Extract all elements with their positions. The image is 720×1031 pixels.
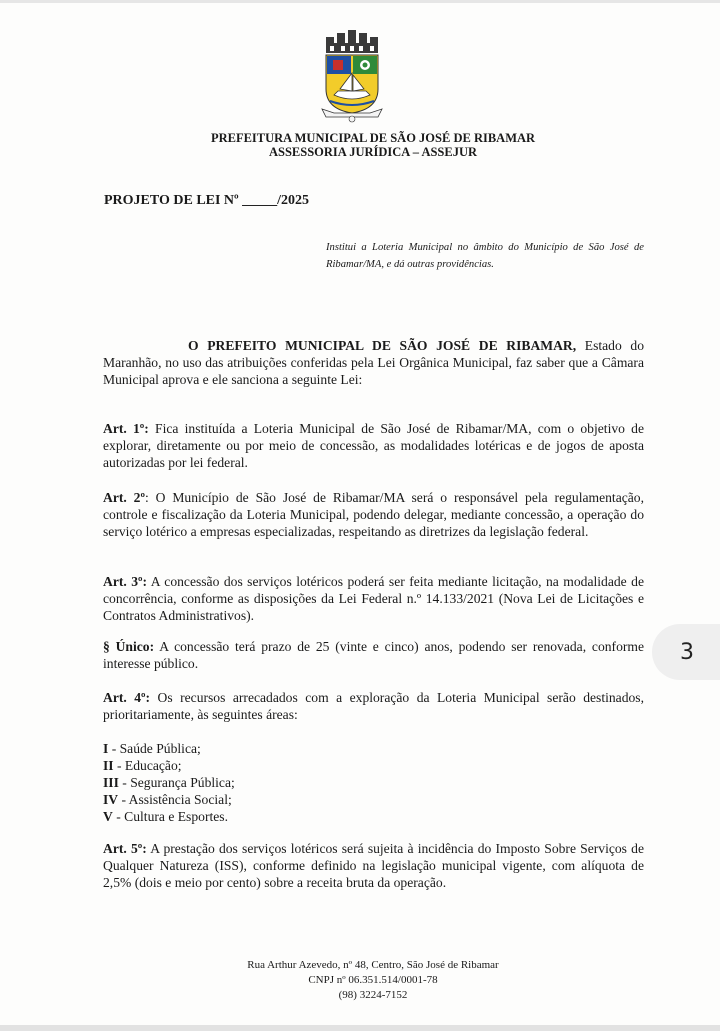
page-footer xyxy=(180,958,566,1003)
area-item xyxy=(103,774,235,791)
preamble-text: Estado do Maranhão, no uso das atribuições conferidas pela Lei Orgânica Municipal, faz saber que a Câmara Municipal aprova e ele sanciona a seguinte Lei: xyxy=(103,338,645,387)
article-1-text: Fica instituída a Loteria Municipal de São José de Ribamar/MA, com o objetivo de explorar, diretamente ou por meio de concessão, as modalidades lotéricas e de jogos de aposta autorizadas por lei federal. xyxy=(103,421,644,470)
article-4-label: Art. 4º: xyxy=(103,690,151,705)
article-1-label: Art. 1º: xyxy=(103,421,149,436)
article-2 xyxy=(103,489,644,540)
article-5 xyxy=(103,840,644,891)
article-3-label: Art. 3º: xyxy=(103,574,148,589)
article-5-label: Art. 5º: xyxy=(103,841,147,856)
area-numeral: I xyxy=(103,741,109,756)
area-text: - Segurança Pública; xyxy=(118,775,235,790)
area-numeral: III xyxy=(103,775,119,790)
area-text: - Assistência Social; xyxy=(118,792,232,807)
header-line-1: PREFEITURA MUNICIPAL DE SÃO JOSÉ DE RIBAMAR xyxy=(210,131,536,145)
coat-of-arms-icon xyxy=(320,29,384,123)
page-number-indicator: 3 xyxy=(652,624,720,680)
area-text: - Educação; xyxy=(113,758,182,773)
area-numeral: IV xyxy=(103,792,119,807)
footer-cnpj: CNPJ nº 06.351.514/0001-78 xyxy=(308,974,438,986)
area-item xyxy=(103,740,235,757)
area-item xyxy=(103,791,235,808)
article-4 xyxy=(103,689,644,723)
footer-phone: (98) 3224-7152 xyxy=(338,989,408,1001)
area-numeral: II xyxy=(103,758,114,773)
header-line-2: ASSESSORIA JURÍDICA – ASSEJUR xyxy=(268,145,478,159)
bill-summary: Institui a Loteria Municipal no âmbito do Município de São José de Ribamar/MA, e dá outras providências. xyxy=(326,242,644,270)
area-text: - Cultura e Esportes. xyxy=(112,809,228,824)
sole-paragraph-label: § Único: xyxy=(103,639,155,654)
article-4-text: Os recursos arrecadados com a exploração da Loteria Municipal serão destinados, prioritariamente, às seguintes áreas: xyxy=(103,690,644,722)
sole-paragraph-text: A concessão terá prazo de 25 (vinte e cinco) anos, podendo ser renovada, conforme interesse público. xyxy=(103,639,644,671)
bill-title: PROJETO DE LEI Nº _____/2025 xyxy=(104,193,310,208)
institution-header xyxy=(140,131,606,159)
area-text: - Saúde Pública; xyxy=(108,741,201,756)
article-1 xyxy=(103,420,644,471)
article-2-text: : O Município de São José de Ribamar/MA será o responsável pela regulamentação, controle e fiscalização da Loteria Municipal, podendo delegar, mediante concessão, a operação do serviço lotérico a empresas especializadas, respeitando as diretrizes da legislação federal. xyxy=(103,490,644,539)
area-item xyxy=(103,808,235,825)
viewer-bottom-edge xyxy=(0,1025,720,1031)
article-3-text: A concessão dos serviços lotéricos poderá ser feita mediante licitação, na modalidade de concorrência, conforme as disposições da Lei Federal n.º 14.133/2021 (Nova Lei de Licitações e Contratos Administrativos). xyxy=(103,574,644,623)
article-2-label: Art. 2º xyxy=(103,490,145,505)
preamble xyxy=(103,337,644,388)
sole-paragraph xyxy=(103,638,644,672)
preamble-authority: O PREFEITO MUNICIPAL DE SÃO JOSÉ DE RIBAMAR, xyxy=(188,338,577,353)
footer-address: Rua Arthur Azevedo, nº 48, Centro, São José de Ribamar xyxy=(247,959,499,971)
area-item xyxy=(103,757,235,774)
document-page xyxy=(0,3,720,1025)
article-5-text: A prestação dos serviços lotéricos será sujeita à incidência do Imposto Sobre Serviços de Qualquer Natureza (ISS), conforme definido na legislação municipal vigente, com alíquota de 2,5% (dois e meio por cento) sobre a receita bruta da operação. xyxy=(103,841,644,890)
area-numeral: V xyxy=(103,809,113,824)
article-3 xyxy=(103,573,644,624)
areas-list xyxy=(103,740,235,825)
